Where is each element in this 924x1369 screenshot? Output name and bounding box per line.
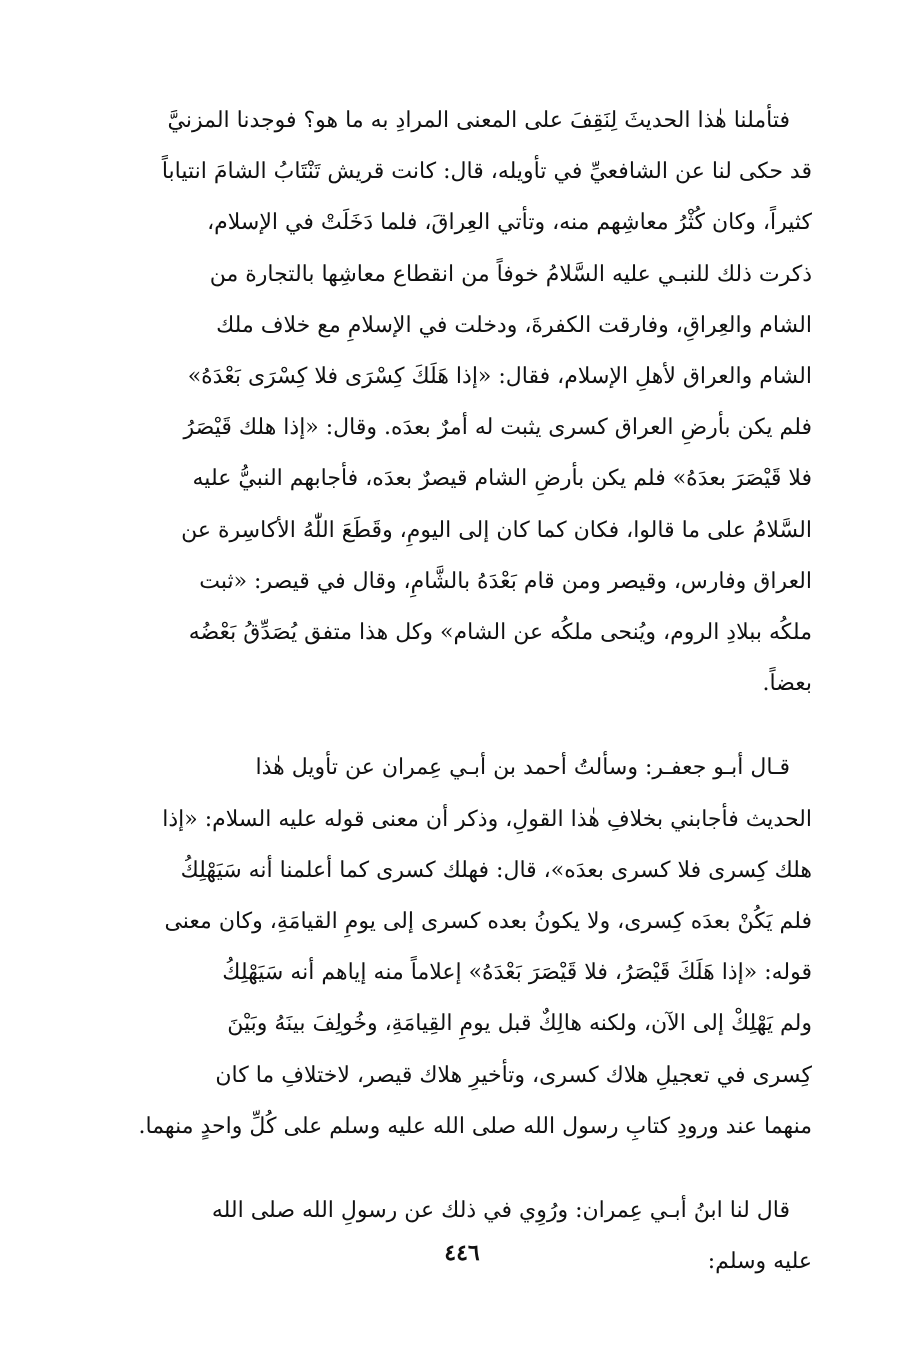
text-line: فتأملنا هٰذا الحديثَ لِنَقِفَ على المعنى المرادِ به ما هو؟ فوجدنا المزنيَّ: [167, 108, 790, 133]
paragraph-ibn-abi-imran: [100, 1185, 812, 1287]
text-line: الشام والعِراقِ، وفارقت الكفرةَ، ودخلت في الإسلامِ مع خلاف ملك: [216, 312, 812, 338]
text-line: ذكرت ذلك للنبـي عليه السَّلامُ خوفاً من انقطاع معاشِها بالتجارة من: [209, 261, 812, 287]
text-line: فلا قَيْصَرَ بعدَهُ» فلم يكن بأرضِ الشام قيصرٌ بعدَه، فأجابهم النبيُّ عليه: [192, 466, 812, 492]
paragraph-abu-jafar: [100, 742, 812, 1152]
paragraph-interpretation-shafii: [100, 95, 812, 709]
text-line: العراق وفارس، وقيصر ومن قام بَعْدَهُ بالشَّامِ، وقال في قيصر: «ثبت: [199, 568, 812, 594]
text-line: الحديث فأجابني بخلافِ هٰذا القولِ، وذكر أن معنى قوله عليه السلام: «إذا: [162, 806, 812, 832]
text-line: السَّلامُ على ما قالوا، فكان كما كان إلى اليومِ، وقَطَعَ اللّٰهُ الأكاسِرة عن: [181, 517, 812, 543]
text-line: ملكُه ببلادِ الروم، ويُنحى ملكُه عن الشام» وكل هذا متفق يُصَدِّقُ بَعْضُه: [188, 620, 812, 646]
text-line: قال لنا ابنُ أبـي عِمران: ورُوِي في ذلك عن رسولِ الله صلى الله: [211, 1198, 790, 1224]
text-line: هلك كِسرى فلا كسرى بعدَه»، قال: فهلك كسرى كما أعلمنا أنه سَيَهْلِكُ: [180, 857, 812, 883]
text-line: فلم يكن بأرضِ العراق كسرى يثبت له أمرٌ بعدَه. وقال: «إذا هلك قَيْصَرُ: [183, 415, 812, 441]
text-line: منهما عند ورودِ كتابِ رسول الله صلى الله عليه وسلم على كُلِّ واحدٍ منهما.: [138, 1113, 812, 1139]
text-line: عليه وسلم:: [707, 1249, 812, 1275]
text-line: قوله: «إذا هَلَكَ قَيْصَرُ، فلا قَيْصَرَ بَعْدَهُ» إعلاماً منه إياهم أنه سَيَهْلِكُ: [222, 960, 812, 986]
text-line: بعضاً.: [762, 671, 812, 697]
text-line: ولم يَهْلِكْ إلى الآن، ولكنه هالِكٌ قبل يومِ القِيامَةِ، وخُولِفَ بينَهُ وبَيْنَ: [227, 1011, 812, 1037]
text-line: كِسرى في تعجيلِ هلاك كسرى، وتأخيرِ هلاك قيصر، لاختلافِ ما كان: [215, 1062, 812, 1088]
page-number: ٤٤٦: [444, 1240, 480, 1266]
text-line: كثيراً، وكان كُثْرُ معاشِهم منه، وتأتي العِراقَ، فلما دَخَلَتْ في الإسلام،: [207, 210, 812, 236]
text-line: قـال أبـو جعفـر: وسألتُ أحمد بن أبـي عِمران عن تأويل هٰذا: [255, 755, 790, 781]
text-line: فلم يَكُنْ بعدَه كِسرى، ولا يكونُ بعده كسرى إلى يومِ القيامَةِ، وكان معنى: [164, 909, 812, 935]
text-line: قد حكى لنا عن الشافعيِّ في تأويله، قال: كانت قريش تَنْتَابُ الشامَ انتياباً: [161, 159, 812, 185]
text-line: الشام والعراق لأهلِ الإسلام، فقال: «إذا هَلَكَ كِسْرَى فلا كِسْرَى بَعْدَهُ»: [187, 364, 812, 390]
